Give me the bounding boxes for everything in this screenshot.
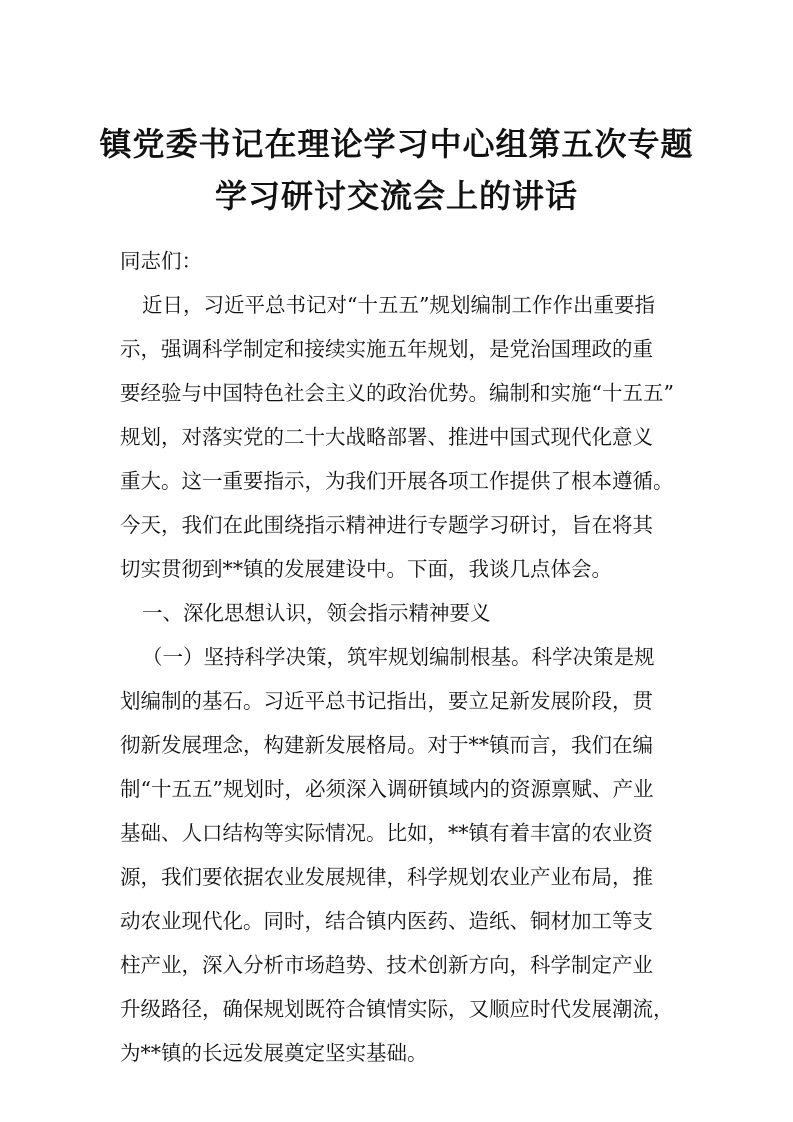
paragraph-line: 为**镇的长远发展奠定坚实基础。 [120, 1041, 428, 1065]
paragraph-line: 今天，我们在此围绕指示精神进行专题学习研讨，旨在将其 [120, 513, 653, 537]
paragraph-line: 划编制的基石。习近平总书记指出，要立足新发展阶段，贯 [120, 689, 653, 713]
paragraph-line: 要经验与中国特色社会主义的政治优势。编制和实施“十五五” [120, 381, 674, 405]
salutation: 同志们： [120, 249, 202, 273]
paragraph-line: 制“十五五”规划时，必须深入调研镇域内的资源禀赋、产业 [120, 777, 654, 801]
paragraph-line: 柱产业，深入分析市场趋势、技术创新方向，科学制定产业 [120, 953, 653, 977]
document-title-line-1: 镇党委书记在理论学习中心组第五次专题 [99, 125, 694, 163]
paragraph-line: 重大。这一重要指示，为我们开展各项工作提供了根本遵循。 [120, 469, 674, 493]
paragraph-line: （一）坚持科学决策，筑牢规划编制根基。科学决策是规 [142, 645, 655, 669]
section-heading: 一、深化思想认识，领会指示精神要义 [142, 601, 491, 625]
paragraph-line: 切实贯彻到**镇的发展建设中。下面，我谈几点体会。 [120, 557, 612, 581]
paragraph-line: 源，我们要依据农业发展规律，科学规划农业产业布局，推 [120, 865, 653, 889]
paragraph-line: 升级路径，确保规划既符合镇情实际，又顺应时代发展潮流， [120, 997, 674, 1021]
paragraph-line: 基础、人口结构等实际情况。比如，**镇有着丰富的农业资 [120, 821, 653, 845]
paragraph-line: 示，强调科学制定和接续实施五年规划，是党治国理政的重 [120, 337, 653, 361]
document-title-line-2: 学习研讨交流会上的讲话 [214, 177, 578, 215]
paragraph-line: 彻新发展理念，构建新发展格局。对于**镇而言，我们在编 [120, 733, 653, 757]
paragraph-line: 近日，习近平总书记对“十五五”规划编制工作作出重要指 [142, 293, 655, 317]
paragraph-line: 动农业现代化。同时，结合镇内医药、造纸、铜材加工等支 [120, 909, 653, 933]
paragraph-line: 规划，对落实党的二十大战略部署、推进中国式现代化意义 [120, 425, 653, 449]
